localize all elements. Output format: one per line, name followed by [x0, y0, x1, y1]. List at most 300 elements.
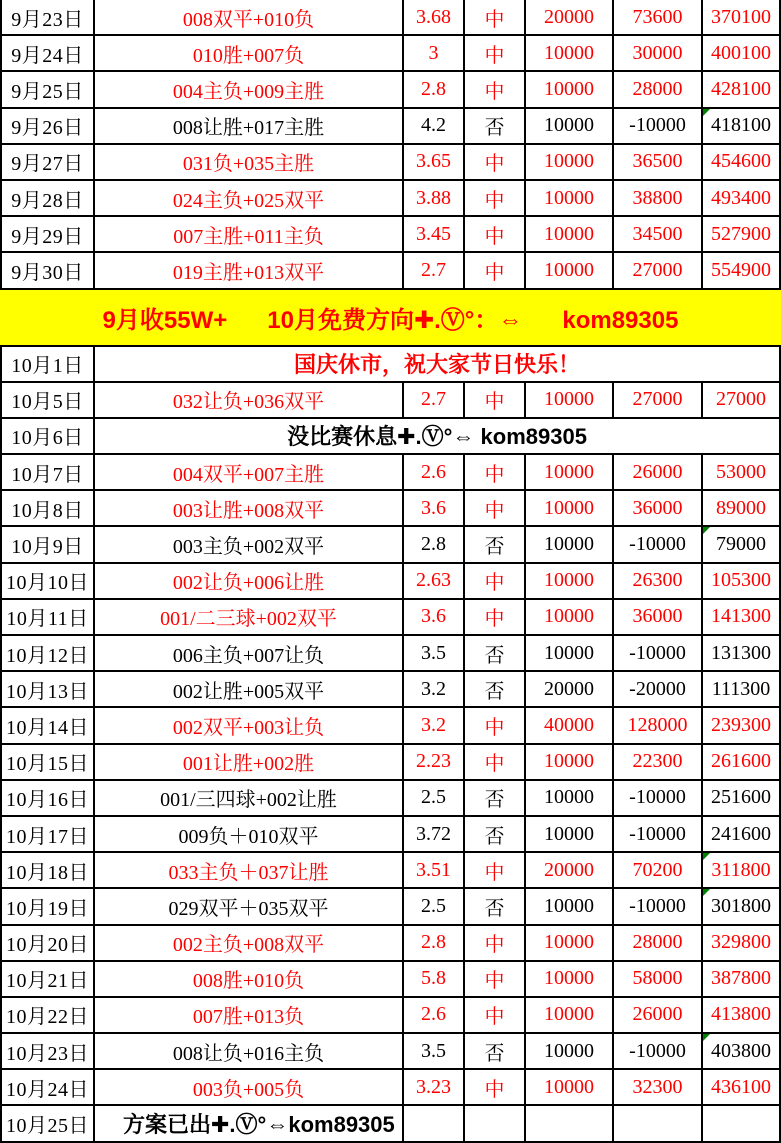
- stake-cell: [526, 109, 614, 143]
- cumulative-total-cell: [703, 72, 781, 106]
- result-cell: [465, 600, 526, 634]
- result-cell-value: 中: [484, 608, 505, 631]
- result-cell: [465, 1034, 526, 1068]
- stake-cell: [526, 181, 614, 215]
- odds-cell-value: 4.2: [421, 114, 446, 137]
- result-cell-value: 中: [484, 261, 505, 284]
- cumulative-total-cell: [703, 781, 781, 815]
- stake-cell: [526, 672, 614, 706]
- bet-combo-cell: [95, 781, 404, 815]
- result-cell: [465, 253, 526, 287]
- result-cell-value: 中: [484, 1078, 505, 1101]
- stake-cell-value: 10000: [544, 641, 594, 664]
- profit-cell-value: 36500: [632, 150, 683, 173]
- bet-combo-cell-value: 033主负＋037让胜: [168, 861, 329, 884]
- bet-combo-cell: [95, 926, 404, 960]
- result-cell-value: 中: [484, 8, 505, 31]
- result-cell: [465, 527, 526, 561]
- result-cell-value: 否: [484, 897, 505, 920]
- table-row: [0, 600, 781, 636]
- stake-cell: [526, 36, 614, 70]
- bet-combo-cell-value: 003负+005负: [192, 1078, 305, 1101]
- bet-combo-cell-value: 001让胜+002胜: [182, 753, 315, 776]
- bet-combo-cell-value: 008让胜+017主胜: [172, 117, 325, 140]
- date-cell: 10月25日: [2, 1106, 95, 1140]
- profit-cell-value: -10000: [629, 533, 686, 556]
- stake-cell: [526, 253, 614, 287]
- cumulative-total-cell: [703, 998, 781, 1032]
- stake-cell: [526, 217, 614, 251]
- bet-combo-cell: [95, 72, 404, 106]
- profit-cell-value: 73600: [632, 5, 683, 28]
- stake-cell-value: 10000: [544, 186, 594, 209]
- cumulative-total-cell-value: 141300: [711, 605, 771, 628]
- error-flag-triangle-icon: [703, 527, 710, 534]
- bet-combo-cell: [95, 383, 404, 417]
- odds-cell-value: 2.8: [421, 77, 446, 100]
- profit-cell: [614, 926, 703, 960]
- odds-cell-value: 3.5: [421, 1039, 446, 1062]
- odds-cell-value: 2.7: [421, 258, 446, 281]
- stake-cell-value: 10000: [544, 822, 594, 845]
- profit-cell-value: -20000: [629, 677, 686, 700]
- odds-cell: [404, 564, 465, 598]
- profit-cell: [614, 745, 703, 779]
- odds-cell-value: 3.68: [416, 5, 451, 28]
- cumulative-total-cell: [703, 600, 781, 634]
- result-cell-value: 否: [484, 1042, 505, 1065]
- cumulative-total-cell: [703, 962, 781, 996]
- result-cell: [465, 998, 526, 1032]
- result-cell-value: 中: [484, 716, 505, 739]
- result-cell-value: 中: [484, 463, 505, 486]
- profit-cell-value: 26300: [632, 569, 683, 592]
- table-row: [0, 1106, 781, 1142]
- bet-combo-cell: [95, 455, 404, 489]
- profit-cell-value: 34500: [632, 222, 683, 245]
- profit-cell: [614, 853, 703, 887]
- table-row: [0, 1034, 781, 1070]
- bet-combo-cell-value: 002主负+008双平: [172, 934, 325, 957]
- odds-cell-value: 3.6: [421, 605, 446, 628]
- cumulative-total-cell: [703, 253, 781, 287]
- table-row: [0, 564, 781, 600]
- cumulative-total-cell-value: 400100: [711, 41, 771, 64]
- result-cell: [465, 36, 526, 70]
- stake-cell: [526, 817, 614, 851]
- odds-cell: [404, 72, 465, 106]
- notice-text: 方案已出✚.Ⓥ°⇔kom89305: [123, 1112, 395, 1138]
- result-cell-value: 否: [484, 825, 505, 848]
- profit-cell-value: 30000: [632, 41, 683, 64]
- cumulative-total-cell: [703, 817, 781, 851]
- result-cell: [465, 564, 526, 598]
- cumulative-total-cell: [703, 636, 781, 670]
- profit-cell: [614, 527, 703, 561]
- cumulative-total-cell: [703, 889, 781, 923]
- odds-cell-value: 2.23: [416, 750, 451, 773]
- stake-cell-value: 10000: [544, 533, 594, 556]
- bet-combo-cell-value: 002让胜+005双平: [172, 680, 325, 703]
- cumulative-total-cell: [703, 672, 781, 706]
- result-cell-value: 中: [484, 572, 505, 595]
- table-row: [0, 36, 781, 72]
- result-cell-value: 否: [484, 644, 505, 667]
- cumulative-total-cell-value: 370100: [711, 5, 771, 28]
- result-cell-value: 中: [484, 499, 505, 522]
- table-row: [0, 708, 781, 744]
- cumulative-total-cell-value: 413800: [711, 1003, 771, 1026]
- profit-cell: [614, 36, 703, 70]
- table-row: [0, 636, 781, 672]
- cumulative-total-cell-value: 53000: [716, 460, 766, 483]
- stake-cell: [526, 708, 614, 742]
- bet-combo-cell-value: 007主胜+011主负: [173, 225, 324, 248]
- stake-cell-value: 10000: [544, 967, 594, 990]
- bet-combo-cell: [95, 998, 404, 1032]
- date-cell: 10月5日: [2, 383, 95, 417]
- result-cell: [465, 217, 526, 251]
- table-row: [0, 889, 781, 925]
- odds-cell: [404, 217, 465, 251]
- date-cell: 9月28日: [2, 181, 95, 215]
- bet-combo-cell-value: 001/三四球+002让胜: [160, 789, 337, 812]
- odds-cell: [404, 36, 465, 70]
- cumulative-total-cell-value: 105300: [711, 569, 771, 592]
- cumulative-total-cell: [703, 708, 781, 742]
- date-cell: 10月15日: [2, 745, 95, 779]
- result-cell: [465, 1070, 526, 1104]
- stake-cell-value: 40000: [544, 713, 594, 736]
- profit-cell: [614, 564, 703, 598]
- table-row: [0, 926, 781, 962]
- empty-cell: [404, 1106, 465, 1140]
- bet-combo-cell: [95, 600, 404, 634]
- result-cell-value: 中: [484, 44, 505, 67]
- stake-cell-value: 10000: [544, 1039, 594, 1062]
- cumulative-total-cell: [703, 383, 781, 417]
- result-cell-value: 中: [484, 934, 505, 957]
- bet-combo-cell: [95, 527, 404, 561]
- odds-cell: [404, 636, 465, 670]
- bet-combo-cell-value: 003让胜+008双平: [172, 499, 325, 522]
- cumulative-total-cell-value: 493400: [711, 186, 771, 209]
- odds-cell: [404, 527, 465, 561]
- bet-combo-cell: [95, 0, 404, 34]
- cumulative-total-cell-value: 27000: [716, 388, 766, 411]
- profit-cell: [614, 600, 703, 634]
- result-cell-value: 中: [484, 753, 505, 776]
- table-row: [0, 1070, 781, 1106]
- odds-cell-value: 3.45: [416, 222, 451, 245]
- result-cell: [465, 853, 526, 887]
- stake-cell-value: 10000: [544, 750, 594, 773]
- stake-cell: [526, 145, 614, 179]
- profit-cell: [614, 491, 703, 525]
- result-cell: [465, 145, 526, 179]
- result-cell: [465, 636, 526, 670]
- error-flag-triangle-icon: [703, 109, 710, 116]
- cumulative-total-cell: [703, 527, 781, 561]
- odds-cell-value: 2.5: [421, 894, 446, 917]
- date-cell: 10月9日: [2, 527, 95, 561]
- result-cell: [465, 781, 526, 815]
- odds-cell: [404, 853, 465, 887]
- table-row: [0, 745, 781, 781]
- bet-combo-cell-value: 008双平+010负: [182, 8, 315, 31]
- odds-cell: [404, 926, 465, 960]
- bet-combo-cell: [95, 145, 404, 179]
- cumulative-total-cell: [703, 455, 781, 489]
- profit-cell-value: 27000: [632, 388, 683, 411]
- stake-cell: [526, 745, 614, 779]
- cumulative-total-cell-value: 131300: [711, 641, 771, 664]
- odds-cell-value: 3.2: [421, 713, 446, 736]
- profit-cell-value: 128000: [627, 713, 688, 736]
- cumulative-total-cell: [703, 564, 781, 598]
- empty-cell: [465, 1106, 526, 1140]
- profit-cell-value: 38800: [632, 186, 683, 209]
- result-cell-value: 中: [484, 970, 505, 993]
- bet-combo-cell: [95, 181, 404, 215]
- profit-cell: [614, 889, 703, 923]
- stake-cell: [526, 455, 614, 489]
- result-cell: [465, 926, 526, 960]
- profit-cell-value: 70200: [632, 858, 683, 881]
- cumulative-total-cell-value: 239300: [711, 713, 771, 736]
- profit-cell-value: 28000: [632, 77, 683, 100]
- table-row: [0, 817, 781, 853]
- bet-combo-cell-value: 024主负+025双平: [172, 189, 325, 212]
- stake-cell-value: 10000: [544, 496, 594, 519]
- table-row: [0, 455, 781, 491]
- bet-combo-cell: [95, 889, 404, 923]
- date-cell: 9月27日: [2, 145, 95, 179]
- error-flag-triangle-icon: [703, 1034, 710, 1041]
- odds-cell: [404, 383, 465, 417]
- odds-cell-value: 3.88: [416, 186, 451, 209]
- cumulative-total-cell-value: 527900: [711, 222, 771, 245]
- stake-cell: [526, 72, 614, 106]
- stake-cell: [526, 1034, 614, 1068]
- error-flag-triangle-icon: [703, 853, 710, 860]
- bet-combo-cell: [95, 636, 404, 670]
- profit-cell: [614, 455, 703, 489]
- cumulative-total-cell-value: 311800: [711, 858, 771, 881]
- stake-cell-value: 20000: [544, 677, 594, 700]
- table-row: [0, 962, 781, 998]
- date-cell: 10月8日: [2, 491, 95, 525]
- date-cell: 10月1日: [2, 347, 95, 381]
- stake-cell-value: 10000: [544, 786, 594, 809]
- odds-cell-value: 2.5: [421, 786, 446, 809]
- result-cell: [465, 889, 526, 923]
- table-row: [0, 72, 781, 108]
- odds-cell: [404, 672, 465, 706]
- date-cell: 9月30日: [2, 253, 95, 287]
- bet-combo-cell-value: 004双平+007主胜: [172, 463, 325, 486]
- odds-cell: [404, 998, 465, 1032]
- cumulative-total-cell-value: 329800: [711, 931, 771, 954]
- table-row: [0, 672, 781, 708]
- stake-cell-value: 10000: [544, 114, 594, 137]
- stake-cell-value: 20000: [544, 5, 594, 28]
- bet-combo-cell-value: 010胜+007负: [192, 44, 305, 67]
- profit-cell: [614, 817, 703, 851]
- odds-cell-value: 2.7: [421, 388, 446, 411]
- date-cell: 10月21日: [2, 962, 95, 996]
- date-cell: 10月12日: [2, 636, 95, 670]
- stake-cell: [526, 564, 614, 598]
- profit-cell-value: 58000: [632, 967, 683, 990]
- bet-combo-cell-value: 032让负+036双平: [172, 391, 325, 414]
- table-row: [0, 0, 781, 36]
- stake-cell-value: 10000: [544, 931, 594, 954]
- cumulative-total-cell-value: 89000: [716, 496, 766, 519]
- stake-cell-value: 10000: [544, 1075, 594, 1098]
- cumulative-total-cell-value: 428100: [711, 77, 771, 100]
- result-cell: [465, 708, 526, 742]
- odds-cell: [404, 600, 465, 634]
- table-row: [0, 491, 781, 527]
- stake-cell-value: 10000: [544, 460, 594, 483]
- cumulative-total-cell-value: 418100: [711, 114, 771, 137]
- empty-cell: [526, 1106, 614, 1140]
- cumulative-total-cell: [703, 109, 781, 143]
- odds-cell-value: 2.6: [421, 460, 446, 483]
- odds-cell-value: 3.72: [416, 822, 451, 845]
- cumulative-total-cell: [703, 217, 781, 251]
- odds-cell: [404, 0, 465, 34]
- odds-cell: [404, 109, 465, 143]
- stake-cell-value: 10000: [544, 77, 594, 100]
- empty-cell: [614, 1106, 703, 1140]
- stake-cell: [526, 527, 614, 561]
- cumulative-total-cell-value: 111300: [711, 677, 771, 700]
- result-cell-value: 否: [484, 789, 505, 812]
- notice-cell: [95, 347, 781, 381]
- bet-combo-cell: [95, 672, 404, 706]
- date-cell: 10月18日: [2, 853, 95, 887]
- table-row: [0, 419, 781, 455]
- cumulative-total-cell: [703, 1034, 781, 1068]
- profit-cell: [614, 0, 703, 34]
- profit-cell-value: 28000: [632, 931, 683, 954]
- bet-combo-cell: [95, 109, 404, 143]
- profit-cell-value: -10000: [629, 822, 686, 845]
- profit-cell-value: -10000: [629, 786, 686, 809]
- profit-cell-value: -10000: [629, 894, 686, 917]
- cumulative-total-cell-value: 79000: [716, 533, 766, 556]
- odds-cell: [404, 181, 465, 215]
- profit-cell: [614, 1070, 703, 1104]
- date-cell: 10月24日: [2, 1070, 95, 1104]
- odds-cell: [404, 1034, 465, 1068]
- date-cell: 10月17日: [2, 817, 95, 851]
- stake-cell: [526, 926, 614, 960]
- date-cell: 9月26日: [2, 109, 95, 143]
- bet-combo-cell: [95, 817, 404, 851]
- date-cell: 10月10日: [2, 564, 95, 598]
- odds-cell-value: 5.8: [421, 967, 446, 990]
- cumulative-total-cell: [703, 1070, 781, 1104]
- bet-combo-cell: [95, 745, 404, 779]
- bet-combo-cell-value: 009负＋010双平: [178, 825, 319, 848]
- bet-combo-cell-value: 029双平＋035双平: [168, 897, 329, 920]
- bet-combo-cell: [95, 853, 404, 887]
- bet-combo-cell-value: 008让负+016主负: [172, 1042, 325, 1065]
- bet-combo-cell: [95, 1034, 404, 1068]
- odds-cell: [404, 253, 465, 287]
- result-cell: [465, 72, 526, 106]
- profit-cell: [614, 962, 703, 996]
- stake-cell: [526, 889, 614, 923]
- profit-cell-value: 32300: [632, 1075, 683, 1098]
- profit-cell: [614, 383, 703, 417]
- bet-combo-cell-value: 002双平+003让负: [172, 716, 325, 739]
- profit-cell-value: -10000: [629, 1039, 686, 1062]
- result-cell-value: 中: [484, 153, 505, 176]
- odds-cell: [404, 1070, 465, 1104]
- stake-cell-value: 20000: [544, 858, 594, 881]
- table-row: [0, 853, 781, 889]
- table-row: [0, 253, 781, 289]
- result-cell: [465, 491, 526, 525]
- cumulative-total-cell: [703, 145, 781, 179]
- result-cell-value: 否: [484, 117, 505, 140]
- stake-cell-value: 10000: [544, 41, 594, 64]
- cumulative-total-cell-value: 261600: [711, 750, 771, 773]
- odds-cell-value: 2.8: [421, 533, 446, 556]
- odds-cell: [404, 708, 465, 742]
- table-row: [0, 781, 781, 817]
- table-row: [0, 217, 781, 253]
- profit-cell-value: -10000: [629, 114, 686, 137]
- date-cell: 10月20日: [2, 926, 95, 960]
- odds-cell: [404, 455, 465, 489]
- cumulative-total-cell-value: 241600: [711, 822, 771, 845]
- table-row: [0, 145, 781, 181]
- bet-combo-cell: [95, 36, 404, 70]
- stake-cell-value: 10000: [544, 569, 594, 592]
- profit-cell-value: 36000: [632, 496, 683, 519]
- odds-cell-value: 3.5: [421, 641, 446, 664]
- table-row: [0, 383, 781, 419]
- result-cell-value: 中: [484, 225, 505, 248]
- result-cell: [465, 745, 526, 779]
- cumulative-total-cell-value: 454600: [711, 150, 771, 173]
- date-cell: 10月14日: [2, 708, 95, 742]
- table-row: [0, 998, 781, 1034]
- profit-cell: [614, 109, 703, 143]
- bet-combo-cell-value: 001/二三球+002双平: [160, 608, 337, 631]
- error-flag-triangle-icon: [703, 889, 710, 896]
- stake-cell: [526, 636, 614, 670]
- bet-combo-cell: [95, 217, 404, 251]
- table-row: [0, 109, 781, 145]
- odds-cell-value: 3.6: [421, 496, 446, 519]
- bet-combo-cell: [95, 564, 404, 598]
- notice-text: 国庆休市，祝大家节日快乐！: [293, 352, 580, 378]
- stake-cell: [526, 998, 614, 1032]
- result-cell: [465, 383, 526, 417]
- table-row: [0, 527, 781, 563]
- table-row: [0, 181, 781, 217]
- date-cell: 10月19日: [2, 889, 95, 923]
- result-cell: [465, 817, 526, 851]
- bet-combo-cell-value: 002让负+006让胜: [172, 572, 325, 595]
- stake-cell: [526, 383, 614, 417]
